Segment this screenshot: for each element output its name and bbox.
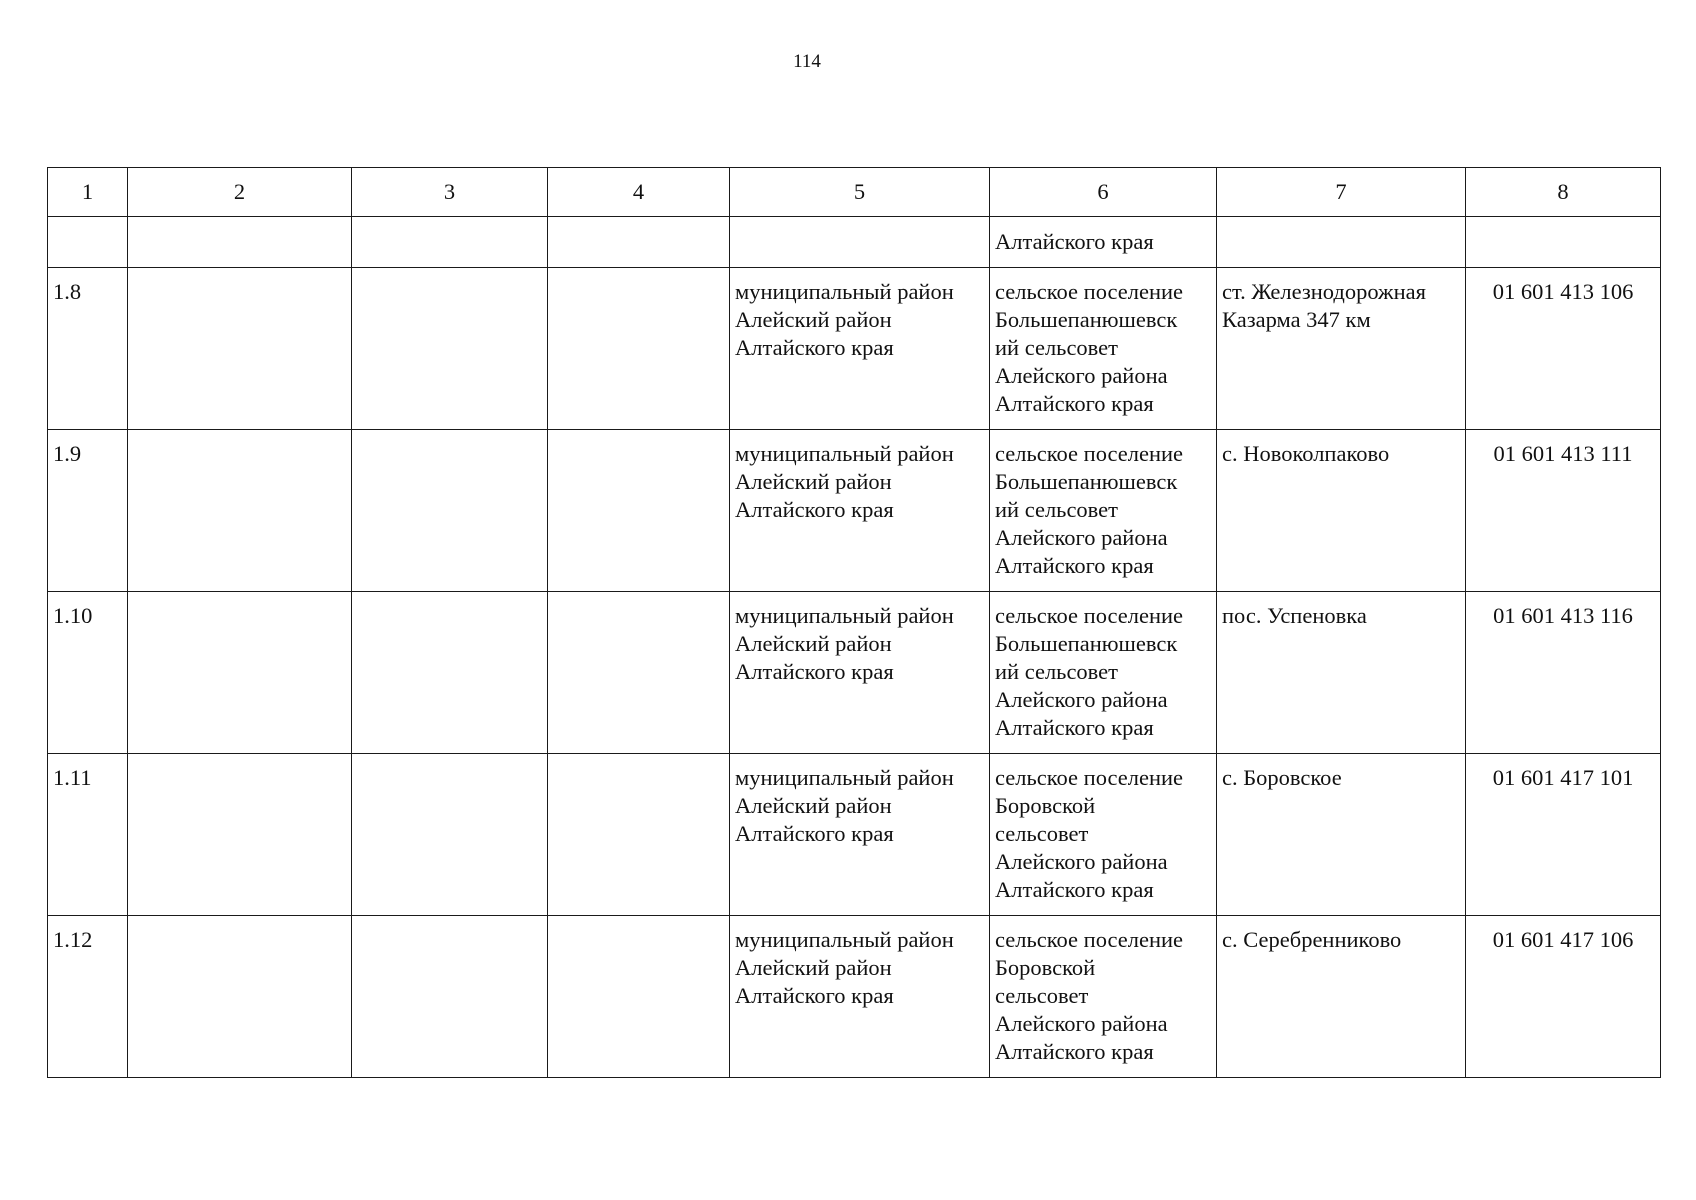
cell-text-line: муниципальный район xyxy=(735,603,954,628)
cell-text-line: Алейский район xyxy=(735,955,892,980)
cell-text-line: сельское поселение xyxy=(995,279,1184,304)
continuation-cell-4 xyxy=(548,217,730,268)
cell-text-line: Алтайского края xyxy=(735,659,894,684)
cell-text-line: Алтайского края xyxy=(995,877,1154,902)
oktmo-code-cell: 01 601 413 111 xyxy=(1466,430,1661,592)
cell-text-line: ст. Железнодорожная xyxy=(1222,279,1426,304)
cell-text-line: Алтайского края xyxy=(995,553,1154,578)
oktmo-code-cell: 01 601 413 116 xyxy=(1466,592,1661,754)
settlement-cell xyxy=(990,916,1217,1078)
column-header-5: 5 xyxy=(730,168,990,217)
column-header-3: 3 xyxy=(352,168,548,217)
empty-cell-col3 xyxy=(352,268,548,430)
cell-text-line: сельское поселение xyxy=(995,603,1184,628)
oktmo-code-cell: 01 601 413 106 xyxy=(1466,268,1661,430)
continuation-cell-1 xyxy=(48,217,128,268)
table-row xyxy=(48,268,1661,430)
cell-text-line: Алтайского края xyxy=(995,1039,1154,1064)
column-header-8: 8 xyxy=(1466,168,1661,217)
municipal-district-cell xyxy=(730,268,990,430)
continuation-cell-7 xyxy=(1217,217,1466,268)
column-header-7: 7 xyxy=(1217,168,1466,217)
cell-text-line: сельсовет xyxy=(995,983,1089,1008)
cell-text-line: Алейского района xyxy=(995,1011,1168,1036)
continuation-cell-5 xyxy=(730,217,990,268)
municipal-district-cell xyxy=(730,754,990,916)
column-header-4: 4 xyxy=(548,168,730,217)
cell-text-line: сельское поселение xyxy=(995,927,1184,952)
cell-text-line: муниципальный район xyxy=(735,765,954,790)
cell-text-line: Алейский район xyxy=(735,307,892,332)
cell-text-line: Большепанюшевск xyxy=(995,631,1178,656)
settlement-cell xyxy=(990,430,1217,592)
column-header-6: 6 xyxy=(990,168,1217,217)
continuation-cell-6: Алтайского края xyxy=(990,217,1217,268)
cell-text-line: муниципальный район xyxy=(735,279,954,304)
locality-cell xyxy=(1217,268,1466,430)
cell-text-line: муниципальный район xyxy=(735,927,954,952)
empty-cell-col4 xyxy=(548,592,730,754)
empty-cell-col2 xyxy=(128,754,352,916)
empty-cell-col4 xyxy=(548,916,730,1078)
cell-text-line: Боровской xyxy=(995,955,1096,980)
empty-cell-col4 xyxy=(548,268,730,430)
settlement-cell xyxy=(990,592,1217,754)
table-row xyxy=(48,754,1661,916)
cell-text-line: Боровской xyxy=(995,793,1096,818)
page-number: 114 xyxy=(793,51,821,72)
table-body xyxy=(48,168,1661,1078)
empty-cell-col2 xyxy=(128,592,352,754)
cell-text-line: Алтайского края xyxy=(735,497,894,522)
registry-table xyxy=(47,167,1661,1078)
cell-text-line: Алтайского края xyxy=(735,983,894,1008)
cell-text-line: Алейский район xyxy=(735,469,892,494)
continuation-cell-8 xyxy=(1466,217,1661,268)
cell-text-line: ий сельсовет xyxy=(995,659,1118,684)
row-number-cell: 1.10 xyxy=(48,592,128,754)
continuation-cell-2 xyxy=(128,217,352,268)
cell-text-line: сельское поселение xyxy=(995,765,1184,790)
empty-cell-col2 xyxy=(128,430,352,592)
empty-cell-col3 xyxy=(352,592,548,754)
cell-text-line: Алейского района xyxy=(995,849,1168,874)
empty-cell-col3 xyxy=(352,916,548,1078)
empty-cell-col2 xyxy=(128,916,352,1078)
empty-cell-col2 xyxy=(128,268,352,430)
municipal-district-cell xyxy=(730,430,990,592)
settlement-cell xyxy=(990,754,1217,916)
cell-text-line: Алтайского края xyxy=(995,715,1154,740)
cell-text-line: Алтайского края xyxy=(735,335,894,360)
cell-text-line: муниципальный район xyxy=(735,441,954,466)
empty-cell-col3 xyxy=(352,430,548,592)
row-number-cell: 1.9 xyxy=(48,430,128,592)
cell-text-line: Алейского района xyxy=(995,687,1168,712)
cell-text-line: Большепанюшевск xyxy=(995,307,1178,332)
table-row xyxy=(48,916,1661,1078)
cell-text-line: пос. Успеновка xyxy=(1222,603,1367,628)
cell-text-line: Большепанюшевск xyxy=(995,469,1178,494)
cell-text-line: Алейского района xyxy=(995,363,1168,388)
cell-text-line: Алейский район xyxy=(735,631,892,656)
row-number-cell: 1.12 xyxy=(48,916,128,1078)
cell-text-line: Алтайского края xyxy=(735,821,894,846)
table-row xyxy=(48,430,1661,592)
continuation-cell-3 xyxy=(352,217,548,268)
oktmo-code-cell: 01 601 417 101 xyxy=(1466,754,1661,916)
locality-cell xyxy=(1217,592,1466,754)
cell-text-line: ий сельсовет xyxy=(995,335,1118,360)
cell-text-line: с. Новоколпаково xyxy=(1222,441,1390,466)
cell-text-line: с. Серебренниково xyxy=(1222,927,1402,952)
row-number-cell: 1.8 xyxy=(48,268,128,430)
column-header-1: 1 xyxy=(48,168,128,217)
cell-text-line: с. Боровское xyxy=(1222,765,1342,790)
empty-cell-col4 xyxy=(548,754,730,916)
municipal-district-cell xyxy=(730,592,990,754)
column-header-row xyxy=(48,168,1661,217)
empty-cell-col4 xyxy=(548,430,730,592)
cell-text-line: сельсовет xyxy=(995,821,1089,846)
municipal-district-cell xyxy=(730,916,990,1078)
oktmo-code-cell: 01 601 417 106 xyxy=(1466,916,1661,1078)
cell-text-line: Алтайского края xyxy=(995,391,1154,416)
empty-cell-col3 xyxy=(352,754,548,916)
cell-text-line: сельское поселение xyxy=(995,441,1184,466)
cell-text-line: Казарма 347 км xyxy=(1222,307,1371,332)
locality-cell xyxy=(1217,916,1466,1078)
cell-text-line: ий сельсовет xyxy=(995,497,1118,522)
column-header-2: 2 xyxy=(128,168,352,217)
cell-text-line: Алейский район xyxy=(735,793,892,818)
row-number-cell: 1.11 xyxy=(48,754,128,916)
cell-text-line: Алейского района xyxy=(995,525,1168,550)
locality-cell xyxy=(1217,430,1466,592)
table-row xyxy=(48,592,1661,754)
settlement-cell xyxy=(990,268,1217,430)
continuation-row xyxy=(48,217,1661,268)
locality-cell xyxy=(1217,754,1466,916)
